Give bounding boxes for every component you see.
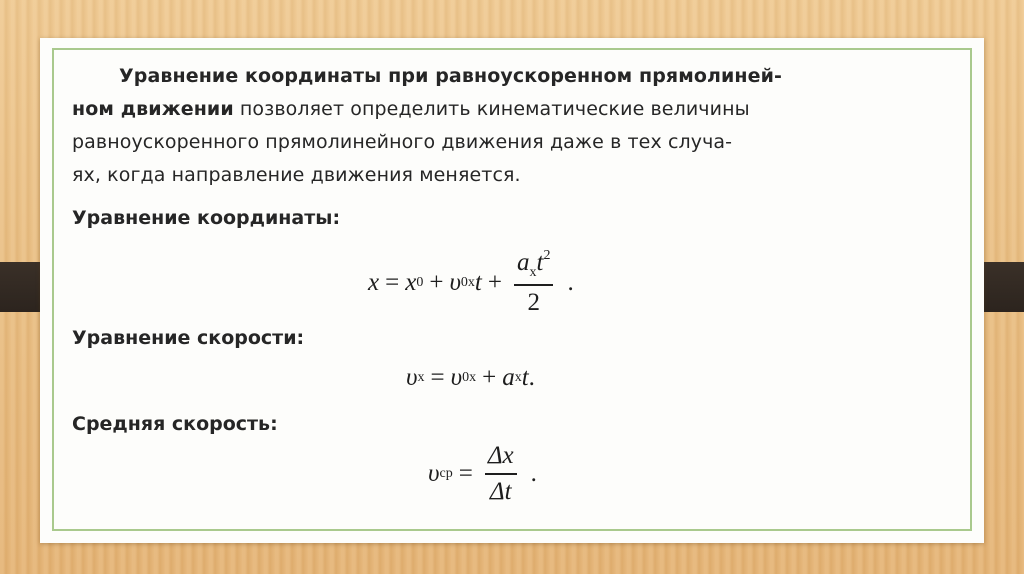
fa-eq: = <box>458 460 473 487</box>
fc-numerator <box>514 248 553 284</box>
fv-lhs-sub: x <box>417 370 425 385</box>
fv-v: υ <box>450 364 463 391</box>
right-decor-tab <box>982 262 1024 312</box>
fv-a: a <box>502 364 515 391</box>
intro-paragraph <box>72 60 907 192</box>
fc-plus2: + <box>487 268 502 296</box>
fv-end: . <box>528 364 535 391</box>
fc-fraction <box>514 248 553 317</box>
fa-lhs-sub: ср <box>439 466 453 481</box>
fa-lhs: υ <box>428 460 440 487</box>
fc-plus: + <box>429 268 444 296</box>
fc-num-t: t <box>536 249 544 276</box>
fa-end: . <box>530 460 537 487</box>
fc-t: t <box>474 268 482 296</box>
fa-denominator: Δt <box>489 478 512 505</box>
fc-v-sub: 0x <box>460 274 475 290</box>
fc-num-a: a <box>516 249 530 276</box>
fc-v: υ <box>449 268 461 296</box>
fv-v-sub: 0x <box>462 370 477 385</box>
fa-fraction <box>485 442 517 506</box>
fc-denominator: 2 <box>527 289 540 316</box>
intro-line2-rest: позволяет определить кинематические величины <box>233 98 750 120</box>
fc-lhs: x <box>368 268 380 296</box>
formula-coordinate <box>368 248 574 317</box>
heading-coordinate-equation: Уравнение координаты: <box>72 207 341 229</box>
fv-a-sub: x <box>514 370 522 385</box>
intro-line4: ях, когда направление движения меняется. <box>72 164 521 186</box>
intro-line3: равноускоренного прямолинейного движения даже в тех случа- <box>72 131 733 153</box>
formula-velocity <box>406 364 535 392</box>
fc-num-t-sup: 2 <box>543 248 551 263</box>
fa-numerator: Δx <box>487 442 514 469</box>
fc-eq: = <box>385 268 400 296</box>
fv-t: t <box>521 364 529 391</box>
intro-bold-line1: Уравнение координаты при равноускоренном прямолиней- <box>119 65 783 87</box>
heading-average-velocity: Средняя скорость: <box>72 413 278 435</box>
intro-bold-line2: ном движении <box>72 98 234 120</box>
fv-lhs: υ <box>406 364 418 391</box>
heading-velocity-equation: Уравнение скорости: <box>72 327 305 349</box>
left-decor-tab <box>0 262 42 312</box>
formula-average-velocity <box>428 442 537 506</box>
fv-eq: = <box>430 364 445 391</box>
fv-plus: + <box>482 364 497 391</box>
slide-card <box>40 38 984 543</box>
fc-x: x <box>405 268 417 296</box>
fc-end: . <box>567 268 574 296</box>
fc-x-sub: 0 <box>416 274 424 290</box>
fc-num-a-sub: x <box>529 265 537 280</box>
